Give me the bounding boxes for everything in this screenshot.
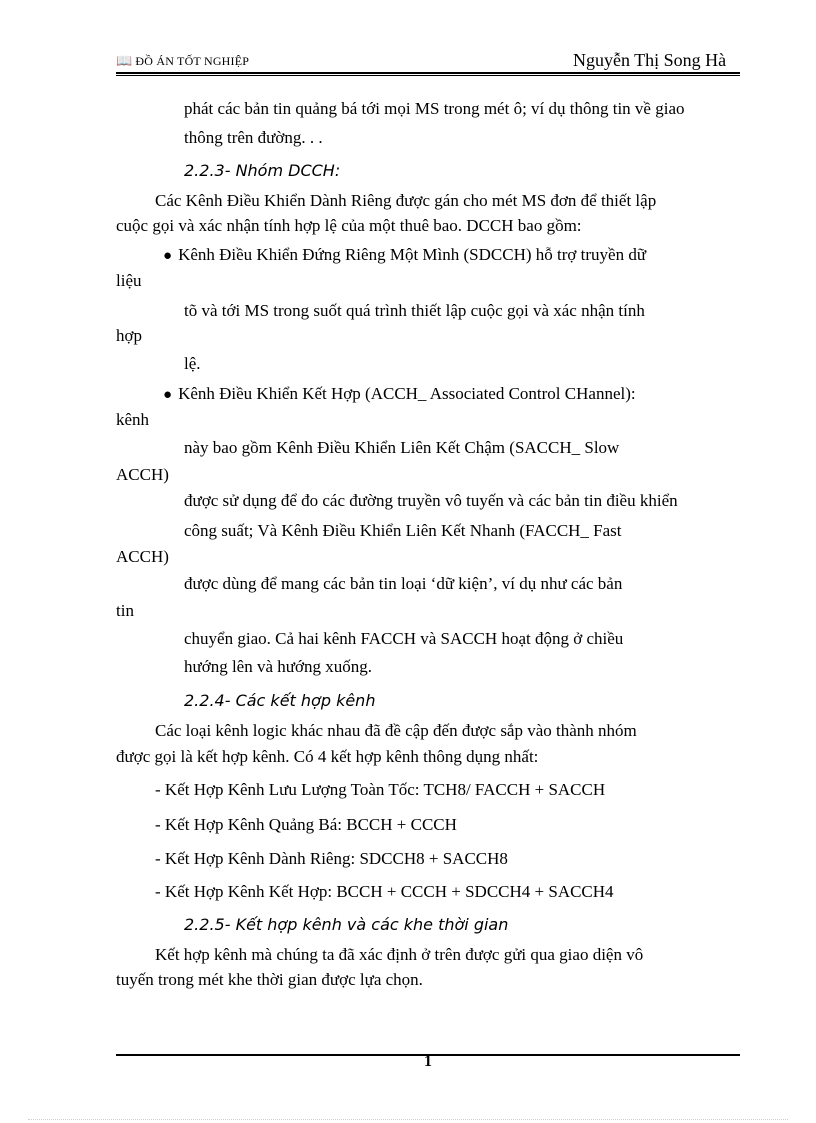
paragraph-line: thông trên đường. . . <box>184 128 323 147</box>
page-number: 1 <box>424 1053 432 1070</box>
list-item: - Kết Hợp Kênh Lưu Lượng Toàn Tốc: TCH8/ FACCH + SACCH <box>155 780 606 799</box>
book-icon: 📖 <box>116 53 133 68</box>
bullet-text: Kênh Điều Khiển Đứng Riêng Một Mình (SDCCH) hỗ trợ truyền dữ <box>178 245 647 264</box>
header-title-text: ĐỒ ÁN TỐT NGHIỆP <box>135 54 250 68</box>
paragraph-line: kênh <box>116 410 150 429</box>
paragraph-line: ACCH) <box>116 547 169 566</box>
paragraph-line: hướng lên và hướng xuống. <box>184 657 372 676</box>
document-header-title <box>116 53 249 69</box>
paragraph-line: chuyển giao. Cả hai kênh FACCH và SACCH hoạt động ở chiều <box>184 629 624 648</box>
header-author: Nguyễn Thị Song Hà <box>573 50 727 70</box>
header-rule <box>116 72 740 74</box>
bullet-icon: ● <box>163 387 173 403</box>
paragraph-line: phát các bản tin quảng bá tới mọi MS trong mét ô; ví dụ thông tin về giao <box>184 99 685 118</box>
paragraph-line: tin <box>116 601 134 620</box>
bullet-icon: ● <box>163 248 173 264</box>
page-bottom-dotted-border <box>28 1119 788 1120</box>
paragraph-line: này bao gồm Kênh Điều Khiển Liên Kết Chậm (SACCH_ Slow <box>184 438 620 457</box>
paragraph-line: tuyến trong mét khe thời gian được lựa chọn. <box>116 970 423 989</box>
list-item: - Kết Hợp Kênh Kết Hợp: BCCH + CCCH + SDCCH4 + SACCH4 <box>155 882 614 901</box>
bullet-item-line <box>163 245 646 265</box>
paragraph-line: được sử dụng để đo các đường truyền vô tuyến và các bản tin điều khiển <box>184 491 678 510</box>
paragraph-line: được gọi là kết hợp kênh. Có 4 kết hợp kênh thông dụng nhất: <box>116 747 539 766</box>
paragraph-line: lệ. <box>184 354 201 373</box>
section-heading-2-2-4: 2.2.4- Các kết hợp kênh <box>184 691 376 710</box>
list-item: - Kết Hợp Kênh Dành Riêng: SDCCH8 + SACCH8 <box>155 849 508 868</box>
paragraph-line: liệu <box>116 271 142 290</box>
paragraph-line: Các Kênh Điều Khiển Dành Riêng được gán cho mét MS đơn để thiết lập <box>155 191 657 210</box>
bullet-item-line <box>163 384 636 404</box>
paragraph-line: ACCH) <box>116 465 169 484</box>
paragraph-line: cuộc gọi và xác nhận tính hợp lệ của một thuê bao. DCCH bao gồm: <box>116 216 582 235</box>
paragraph-line: tõ và tới MS trong suốt quá trình thiết lập cuộc gọi và xác nhận tính <box>184 301 645 320</box>
section-heading-2-2-3: 2.2.3- Nhóm DCCH: <box>184 161 341 180</box>
paragraph-line: Kết hợp kênh mà chúng ta đã xác định ở trên được gửi qua giao diện vô <box>155 945 644 964</box>
paragraph-line: công suất; Và Kênh Điều Khiển Liên Kết Nhanh (FACCH_ Fast <box>184 521 622 540</box>
section-heading-2-2-5: 2.2.5- Kết hợp kênh và các khe thời gian <box>184 915 509 934</box>
header-rule-thin <box>116 75 740 76</box>
paragraph-line: được dùng để mang các bản tin loại ‘dữ kiện’, ví dụ như các bản <box>184 574 623 593</box>
paragraph-line: Các loại kênh logic khác nhau đã đề cập đến được sắp vào thành nhóm <box>155 721 637 740</box>
list-item: - Kết Hợp Kênh Quảng Bá: BCCH + CCCH <box>155 815 457 834</box>
paragraph-line: hợp <box>116 326 142 345</box>
bullet-text: Kênh Điều Khiển Kết Hợp (ACCH_ Associated Control CHannel): <box>178 384 636 403</box>
